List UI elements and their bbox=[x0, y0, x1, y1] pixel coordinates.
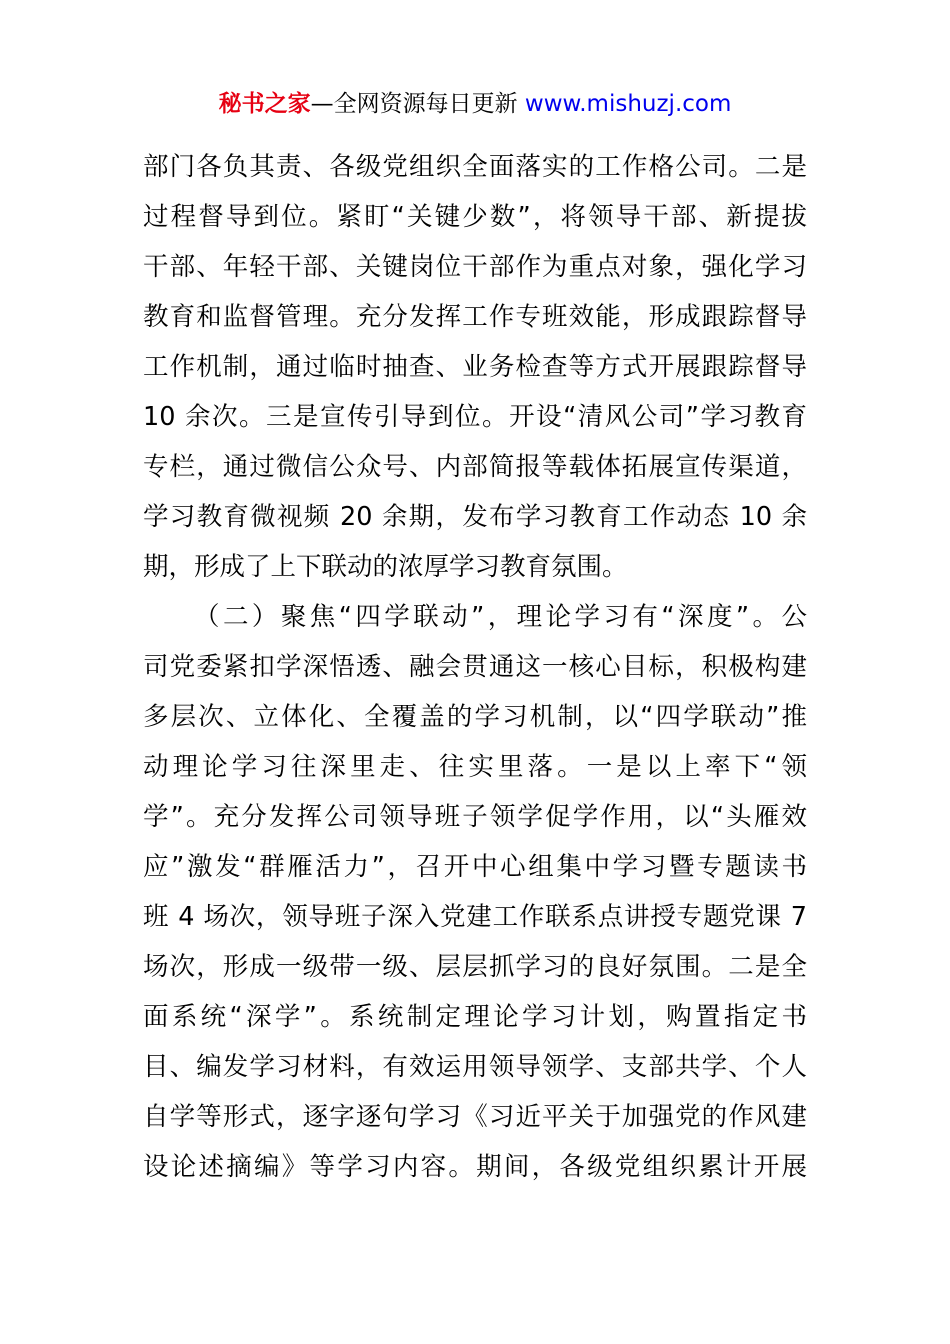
text-line: 场次，形成一级带一级、层层抓学习的良好氛围。二是全 bbox=[143, 952, 807, 982]
text-line: 部门各负其责、各级党组织全面落实的工作格公司。二是 bbox=[143, 152, 807, 182]
document-body bbox=[143, 142, 807, 1192]
text-line: 多层次、立体化、全覆盖的学习机制，以“四学联动”推 bbox=[143, 702, 807, 732]
text-line: 设论述摘编》等学习内容。期间，各级党组织累计开展 bbox=[143, 1152, 807, 1182]
text-line: 应”激发“群雁活力”，召开中心组集中学习暨专题读书 bbox=[143, 852, 807, 882]
text-line: 过程督导到位。紧盯“关键少数”，将领导干部、新提拔 bbox=[143, 202, 807, 232]
text-line: 动理论学习往深里走、往实里落。一是以上率下“领 bbox=[143, 752, 807, 782]
text-line: 工作机制，通过临时抽查、业务检查等方式开展跟踪督导 bbox=[143, 352, 807, 382]
text-line: 教育和监督管理。充分发挥工作专班效能，形成跟踪督导 bbox=[143, 302, 807, 332]
text-line: 专栏，通过微信公众号、内部简报等载体拓展宣传渠道， bbox=[143, 452, 807, 482]
text-line: 班 4 场次，领导班子深入党建工作联系点讲授专题党课 7 bbox=[143, 902, 807, 932]
brand-name: 秘书之家 bbox=[218, 91, 311, 117]
paragraph-last-line: 期，形成了上下联动的浓厚学习教育氛围。 bbox=[143, 552, 628, 582]
text-line: 干部、年轻干部、关键岗位干部作为重点对象，强化学习 bbox=[143, 252, 807, 282]
page-header bbox=[0, 88, 950, 120]
text-line: 学习教育微视频 20 余期，发布学习教育工作动态 10 余 bbox=[143, 502, 807, 532]
website-link[interactable]: www.mishuzj.com bbox=[524, 91, 732, 117]
text-line: 学”。充分发挥公司领导班子领学促学作用，以“头雁效 bbox=[143, 802, 807, 832]
text-line: 面系统“深学”。系统制定理论学习计划，购置指定书 bbox=[143, 1002, 807, 1032]
text-line: 自学等形式，逐字逐句学习《习近平关于加强党的作风建 bbox=[143, 1102, 807, 1132]
header-tagline: —全网资源每日更新 bbox=[310, 91, 525, 117]
text-line: 司党委紧扣学深悟透、融会贯通这一核心目标，积极构建 bbox=[143, 652, 807, 682]
text-line: 目、编发学习材料，有效运用领导领学、支部共学、个人 bbox=[143, 1052, 807, 1082]
text-line: （二）聚焦“四学联动”，理论学习有“深度”。公 bbox=[194, 602, 807, 632]
text-line: 10 余次。三是宣传引导到位。开设“清风公司”学习教育 bbox=[143, 402, 807, 432]
